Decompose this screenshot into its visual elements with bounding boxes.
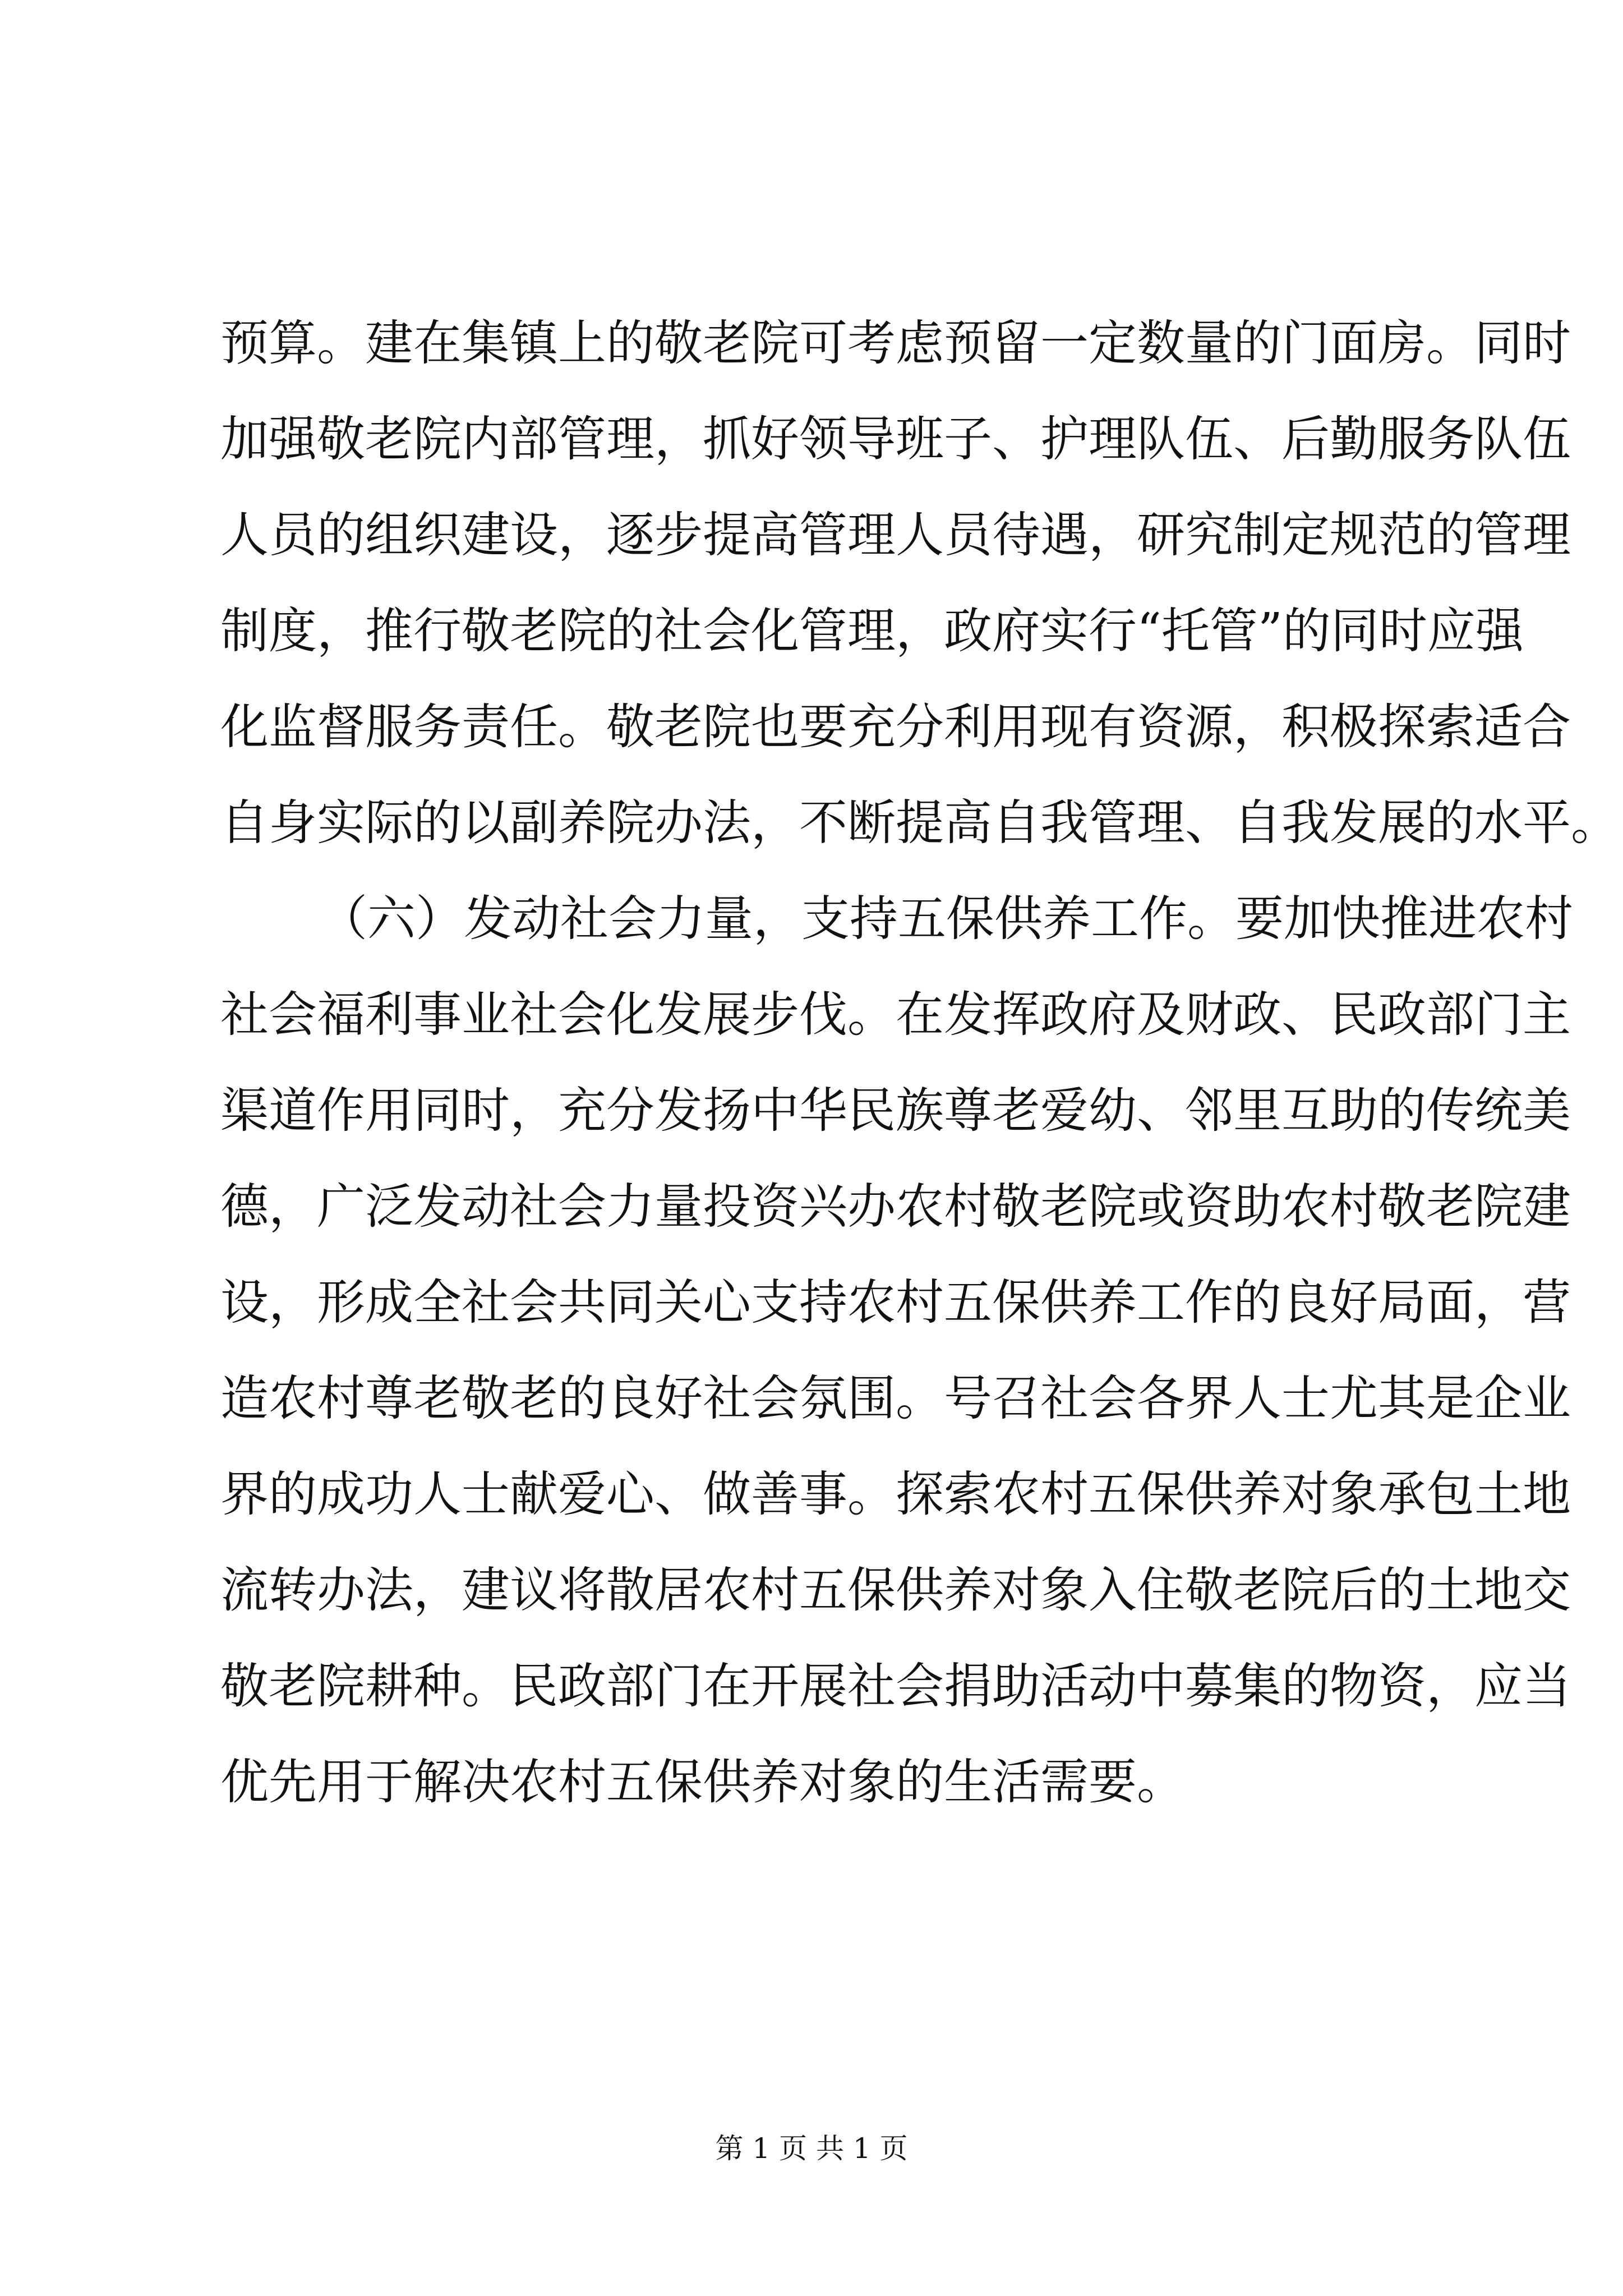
text-line: 界的成功人士献爱心、做善事。探索农村五保供养对象承包土地 [220, 1466, 1571, 1522]
text-line: 人员的组织建设，逐步提高管理人员待遇，研究制定规范的管理 [220, 507, 1571, 563]
text-line: 预算。建在集镇上的敬老院可考虑预留一定数量的门面房。同时 [220, 315, 1571, 371]
text-line: 制度，推行敬老院的社会化管理，政府实行“托管”的同时应强 [220, 603, 1524, 659]
text-line: 德，广泛发动社会力量投资兴办农村敬老院或资助农村敬老院建 [220, 1179, 1571, 1235]
page-number-label: 第 1 页 共 1 页 [715, 2132, 908, 2165]
text-line: 渠道作用同时，充分发扬中华民族尊老爱幼、邻里互助的传统美 [220, 1083, 1571, 1139]
text-line: 社会福利事业社会化发展步伐。在发挥政府及财政、民政部门主 [220, 987, 1571, 1043]
text-line: 造农村尊老敬老的良好社会氛围。号召社会各界人士尤其是企业 [220, 1370, 1571, 1427]
paragraph-last-line: 优先用于解决农村五保供养对象的生活需要。 [220, 1754, 1185, 1810]
text-line: 敬老院耕种。民政部门在开展社会捐助活动中募集的物资，应当 [220, 1658, 1571, 1714]
paragraph-first-line: （六）发动社会力量，支持五保供养工作。要加快推进农村 [319, 891, 1573, 947]
document-body [220, 296, 1619, 1830]
page-footer [0, 2129, 1623, 2168]
text-line: 设，形成全社会共同关心支持农村五保供养工作的良好局面，营 [220, 1274, 1571, 1331]
text-line: 化监督服务责任。敬老院也要充分利用现有资源，积极探索适合 [220, 699, 1571, 755]
text-line: 自身实际的以副养院办法，不断提高自我管理、自我发展的水平。 [220, 795, 1619, 851]
text-line: 流转办法，建议将散居农村五保供养对象入住敬老院后的土地交 [220, 1562, 1571, 1618]
text-line: 加强敬老院内部管理，抓好领导班子、护理队伍、后勤服务队伍 [220, 411, 1571, 467]
